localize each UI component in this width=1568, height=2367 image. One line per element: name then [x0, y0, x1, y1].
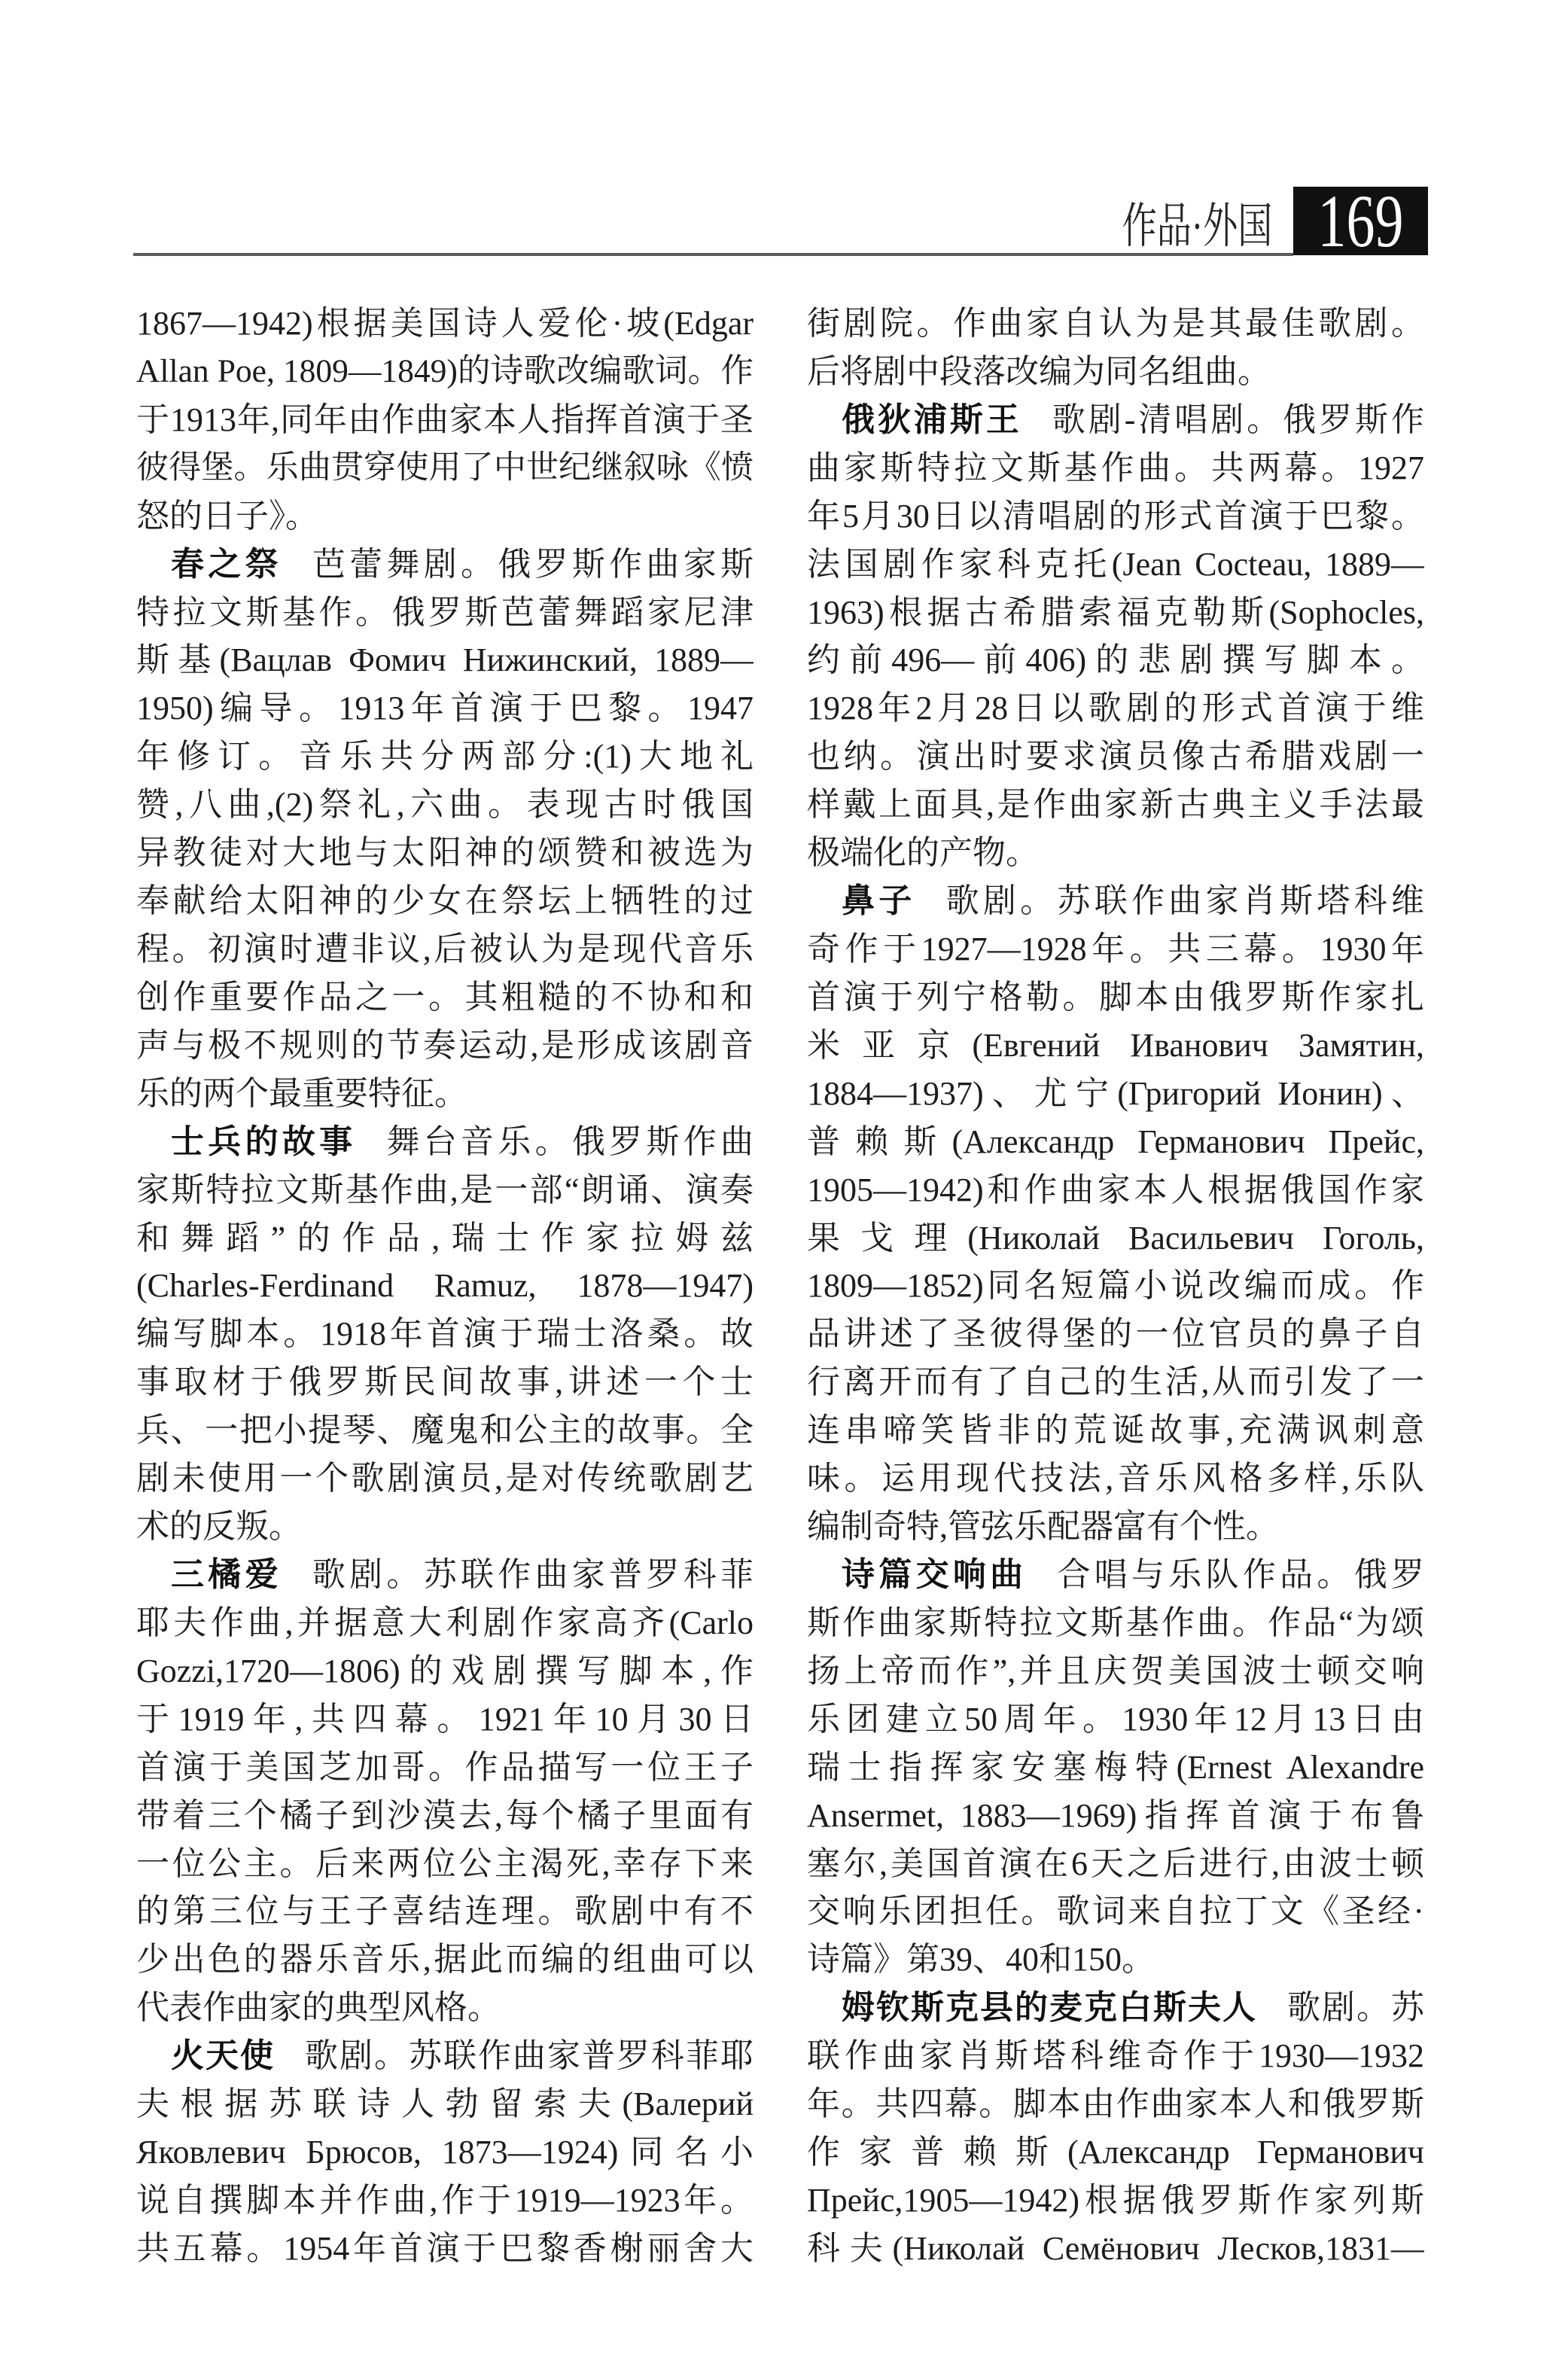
text-line: 少出色的器乐音乐,据此而编的组曲可以 — [136, 1941, 754, 1979]
entry-term: 春之祭 — [171, 544, 282, 583]
text-line: Яковлевич Брюсов, 1873—1924)同名小 — [136, 2134, 754, 2171]
text-line: 耶夫作曲,并据意大利剧作家高齐(Carlo — [136, 1604, 754, 1641]
entry-first-line — [807, 1984, 1424, 2032]
entry-text: 芭蕾舞剧。俄罗斯作曲家斯 — [312, 545, 754, 583]
text-line: 奇作于1927—1928年。共三幕。1930年 — [807, 930, 1424, 967]
text-line: 1928年2月28日以歌剧的形式首演于维 — [807, 690, 1424, 727]
text-line: 果戈理(Николай Васильевич Гоголь, — [807, 1219, 1424, 1257]
text-line: 于1919年,共四幕。1921年10月30日 — [136, 1700, 754, 1738]
entry-fiery-angel — [136, 2032, 754, 2273]
entry-text: 舞台音乐。俄罗斯作曲 — [386, 1123, 754, 1160]
text-line: Allan Poe, 1809—1849)的诗歌改编歌词。作 — [136, 352, 754, 389]
text-line: 首演于列宁格勒。脚本由俄罗斯作家扎 — [807, 978, 1424, 1016]
text-line: 斯基(Вацлав Фомич Нижинский, 1889— — [136, 641, 754, 679]
text-line: 家斯特拉文斯基作曲,是一部“朗诵、演奏 — [136, 1171, 754, 1208]
text-line: 1950)编导。1913年首演于巴黎。1947 — [136, 690, 754, 727]
text-line: 异教徒对大地与太阳神的颂赞和被选为 — [136, 834, 754, 872]
entry-first-line — [136, 1118, 754, 1166]
text-line: Gozzi,1720—1806)的戏剧撰写脚本,作 — [136, 1652, 754, 1689]
text-line: (Charles-Ferdinand Ramuz, 1878—1947) — [136, 1267, 754, 1305]
entry-first-line — [136, 1551, 754, 1599]
text-line: 交响乐团担任。歌词来自拉丁文《圣经· — [807, 1893, 1424, 1930]
text-line: 和舞蹈”的作品,瑞士作家拉姆兹 — [136, 1219, 754, 1257]
entry-text: 歌剧-清唱剧。俄罗斯作 — [1052, 401, 1424, 438]
text-line: 连串啼笑皆非的荒诞故事,充满讽刺意 — [807, 1412, 1424, 1449]
entry-first-line — [807, 877, 1424, 925]
text-line: 样戴上面具,是作曲家新古典主义手法最 — [807, 786, 1424, 824]
text-line: 怒的日子》。 — [136, 497, 318, 535]
text-line: 米亚京(Евгений Иванович Замятин, — [807, 1026, 1424, 1064]
text-line: 行离开而有了自己的生活,从而引发了一 — [807, 1363, 1424, 1401]
entry-continued-from-previous-page — [136, 300, 754, 541]
text-line: 夫根据苏联诗人勃留索夫(Валерий — [136, 2085, 754, 2123]
text-line: 1867—1942)根据美国诗人爱伦·坡(Edgar — [136, 305, 754, 342]
text-line: 诗篇》第39、40和150。 — [807, 1941, 1155, 1979]
entry-text: 歌剧。苏联作曲家普罗科菲耶 — [305, 2037, 754, 2075]
text-line: 赞,八曲,(2)祭礼,六曲。表现古时俄国 — [136, 786, 754, 824]
text-line: 编写脚本。1918年首演于瑞士洛桑。故 — [136, 1315, 754, 1353]
entry-term: 三橘爱 — [171, 1555, 282, 1594]
text-line: 联作曲家肖斯塔科维奇作于1930—1932 — [807, 2037, 1424, 2075]
text-line: 斯作曲家斯特拉文斯基作曲。作品“为颂 — [807, 1604, 1424, 1641]
page-number: 169 — [1317, 187, 1404, 255]
entry-first-line — [136, 2032, 754, 2080]
entry-text: 歌剧。苏联作曲家普罗科菲 — [312, 1555, 754, 1593]
text-line: 极端化的产物。 — [807, 834, 1039, 872]
entry-text: 歌剧。苏 — [1287, 1989, 1424, 2027]
text-line: 剧未使用一个歌剧演员,是对传统歌剧艺 — [136, 1460, 754, 1497]
text-line: 术的反叛。 — [136, 1508, 302, 1546]
page-number-box — [1293, 187, 1428, 255]
entry-text: 歌剧。苏联作曲家肖斯塔科维 — [945, 882, 1424, 920]
text-line: 1905—1942)和作曲家本人根据俄国作家 — [807, 1171, 1424, 1208]
text-line: 品讲述了圣彼得堡的一位官员的鼻子自 — [807, 1315, 1424, 1353]
text-line: Ansermet, 1883—1969)指挥首演于布鲁 — [807, 1796, 1424, 1834]
entry-fiery-angel-continued — [807, 300, 1424, 396]
text-line: 程。初演时遭非议,后被认为是现代音乐 — [136, 930, 754, 967]
text-line: 后将剧中段落改编为同名组曲。 — [807, 352, 1271, 390]
text-line: 乐的两个最重要特征。 — [136, 1074, 467, 1112]
text-line: 塞尔,美国首演在6天之后进行,由波士顿 — [807, 1845, 1424, 1882]
entry-lady-macbeth-of-mtsensk — [807, 1984, 1424, 2273]
text-line: 1884—1937)、尤宁(Григорий Ионин)、 — [807, 1074, 1424, 1112]
text-line: 首演于美国芝加哥。作品描写一位王子 — [136, 1748, 754, 1786]
entry-soldiers-tale — [136, 1118, 754, 1551]
entry-the-nose — [807, 877, 1424, 1551]
entry-term: 姆钦斯克县的麦克白斯夫人 — [842, 1988, 1257, 2027]
text-line: 特拉文斯基作。俄罗斯芭蕾舞蹈家尼津 — [136, 593, 754, 631]
text-line: 创作重要作品之一。其粗糙的不协和和 — [136, 978, 754, 1016]
text-line: 声与极不规则的节奏运动,是形成该剧音 — [136, 1026, 754, 1064]
text-line: 扬上帝而作”,并且庆贺美国波士顿交响 — [807, 1652, 1424, 1689]
entry-first-line — [136, 541, 754, 589]
text-line: 一位公主。后来两位公主渴死,幸存下来 — [136, 1845, 754, 1882]
header-rule-divider — [133, 253, 1293, 256]
entry-term: 鼻子 — [842, 882, 916, 921]
text-line: 带着三个橘子到沙漠去,每个橘子里面有 — [136, 1796, 754, 1834]
entry-first-line — [807, 396, 1424, 444]
text-line: 的第三位与王子喜结连理。歌剧中有不 — [136, 1893, 754, 1930]
text-line: 编制奇特,管弦乐配器富有个性。 — [807, 1508, 1279, 1546]
text-line: 瑞士指挥家安塞梅特(Ernest Alexandre — [807, 1748, 1424, 1786]
entry-love-for-three-oranges — [136, 1551, 754, 2032]
text-line: 普赖斯(Александр Германович Прейс, — [807, 1123, 1424, 1160]
entry-term: 火天使 — [171, 2036, 275, 2076]
text-line: 法国剧作家科克托(Jean Cocteau, 1889— — [807, 545, 1424, 583]
entry-first-line — [807, 1551, 1424, 1599]
text-line: 代表作曲家的典型风格。 — [136, 1989, 501, 2027]
entry-oedipus-rex — [807, 396, 1424, 877]
text-line: 共五幕。1954年首演于巴黎香榭丽舍大 — [136, 2229, 754, 2267]
text-line: 街剧院。作曲家自认为是其最佳歌剧。 — [807, 305, 1424, 342]
running-header-section-title: 作品·外国 — [1122, 200, 1272, 253]
text-line: 约前496—前406)的悲剧撰写脚本。 — [807, 641, 1424, 679]
text-line: 年修订。音乐共分两部分:(1)大地礼 — [136, 738, 754, 775]
text-line: Прейс,1905—1942)根据俄罗斯作家列斯 — [807, 2181, 1424, 2219]
entry-term: 士兵的故事 — [171, 1122, 357, 1161]
text-line: 味。运用现代技法,音乐风格多样,乐队 — [807, 1460, 1424, 1497]
text-line: 1963)根据古希腊索福克勒斯(Sophocles, — [807, 593, 1424, 631]
text-line: 也纳。演出时要求演员像古希腊戏剧一 — [807, 738, 1424, 775]
text-line: 说自撰脚本并作曲,作于1919—1923年。 — [136, 2181, 754, 2219]
left-column — [136, 300, 754, 2273]
text-line: 作家普赖斯(Александр Германович — [807, 2134, 1424, 2171]
text-line: 彼得堡。乐曲贯穿使用了中世纪继叙咏《愤 — [136, 449, 754, 486]
text-line: 奉献给太阳神的少女在祭坛上牺牲的过 — [136, 882, 754, 920]
text-line: 事取材于俄罗斯民间故事,讲述一个士 — [136, 1363, 754, 1401]
text-line: 曲家斯特拉文斯基作曲。共两幕。1927 — [807, 449, 1424, 486]
right-column — [807, 300, 1424, 2273]
entry-term: 俄狄浦斯王 — [842, 400, 1022, 439]
text-line: 年5月30日以清唱剧的形式首演于巴黎。 — [807, 497, 1424, 535]
text-line: 兵、一把小提琴、魔鬼和公主的故事。全 — [136, 1412, 754, 1449]
entry-text: 合唱与乐队作品。俄罗 — [1057, 1555, 1424, 1593]
text-line: 科夫(Николай Семёнович Лесков,1831— — [807, 2229, 1424, 2267]
entry-rite-of-spring — [136, 541, 754, 1118]
text-line: 乐团建立50周年。1930年12月13日由 — [807, 1700, 1424, 1738]
entry-term: 诗篇交响曲 — [842, 1555, 1028, 1594]
entry-symphony-of-psalms — [807, 1551, 1424, 1984]
text-line: 1809—1852)同名短篇小说改编而成。作 — [807, 1267, 1424, 1305]
text-line: 年。共四幕。脚本由作曲家本人和俄罗斯 — [807, 2085, 1424, 2123]
text-line: 于1913年,同年由作曲家本人指挥首演于圣 — [136, 401, 754, 438]
